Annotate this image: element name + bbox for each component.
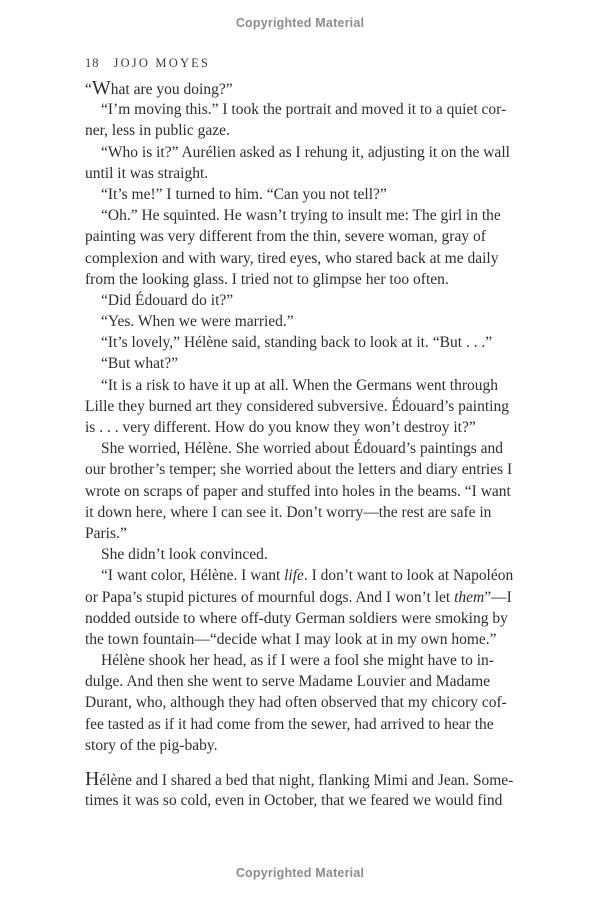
text-line: Lille they burned art they considered subversive. Édouard’s painting: [85, 397, 509, 415]
text-line: “Did Édouard do it?”: [101, 291, 234, 309]
text-line: She worried, Hélène. She worried about Édouard’s paintings and: [101, 440, 504, 458]
text-line: times it was so cold, even in October, that we feared we would find: [85, 792, 503, 810]
copyright-watermark-top: Copyrighted Material: [235, 16, 365, 30]
text-line: “It’s me!” I turned to him. “Can you not tell?”: [101, 185, 387, 203]
text-line: fee tasted as if it had come from the sewer, had arrived to hear the: [85, 715, 494, 733]
text-line: ner, less in public gaze.: [85, 122, 230, 140]
text-line: until it was straight.: [85, 164, 209, 182]
text-line: painting was very different from the thin, severe woman, gray of: [85, 228, 486, 246]
text-line: or Papa’s stupid pictures of mournful dogs. And I won’t let them”—I: [85, 588, 512, 606]
text-line: “Yes. When we were married.”: [101, 313, 294, 331]
text-line: from the looking glass. I tried not to glimpse her too often.: [85, 270, 449, 288]
page-body: [85, 78, 513, 811]
text-line: Paris.”: [85, 524, 127, 542]
text-section: [85, 769, 513, 811]
text-line: Durant, who, although they had often observed that my chicory cof-: [85, 694, 507, 712]
text-line: “I want color, Hélène. I want life. I don’t want to look at Napoléon: [100, 567, 514, 585]
running-head-author: JOJO MOYES: [113, 56, 211, 70]
text-line: “But what?”: [101, 355, 179, 373]
text-line: “What are you doing?”: [85, 77, 233, 99]
text-line: She didn’t look convinced.: [101, 546, 268, 564]
text-line: the town fountain—“decide what I may look at in my own home.”: [85, 630, 497, 648]
text-line: “It is a risk to have it up at all. When the Germans went through: [101, 376, 499, 394]
text-line: nodded outside to where off-duty German soldiers were smoking by: [85, 609, 508, 627]
text-line: “It’s lovely,” Hélène said, standing back to look at it. “But . . .”: [101, 334, 493, 352]
text-line: dulge. And then she went to serve Madame Louvier and Madame: [85, 673, 491, 691]
text-line: story of the pig-baby.: [85, 736, 218, 754]
text-line: complexion and with wary, tired eyes, who stared back at me daily: [85, 249, 499, 267]
text-line: it down here, where I can see it. Don’t worry—the rest are safe in: [85, 503, 492, 521]
copyright-watermark-bottom: Copyrighted Material: [235, 866, 365, 880]
running-header: [85, 56, 210, 71]
text-line: “Who is it?” Aurélien asked as I rehung it, adjusting it on the wall: [101, 143, 510, 161]
text-line: is . . . very different. How do you know they won’t destroy it?”: [85, 419, 476, 436]
text-line: Hélène shook her head, as if I were a fool she might have to in-: [101, 652, 494, 670]
text-section: [85, 78, 513, 756]
page-number: 18: [85, 56, 100, 70]
text-line: “Oh.” He squinted. He wasn’t trying to insult me: The girl in the: [101, 207, 501, 225]
text-line: wrote on scraps of paper and stuffed into holes in the beams. “I want: [85, 482, 511, 500]
text-line: our brother’s temper; she worried about the letters and diary entries I: [85, 461, 513, 479]
text-line: “I’m moving this.” I took the portrait and moved it to a quiet cor-: [101, 101, 507, 119]
text-line: Hélène and I shared a bed that night, flanking Mimi and Jean. Some-: [85, 768, 514, 790]
